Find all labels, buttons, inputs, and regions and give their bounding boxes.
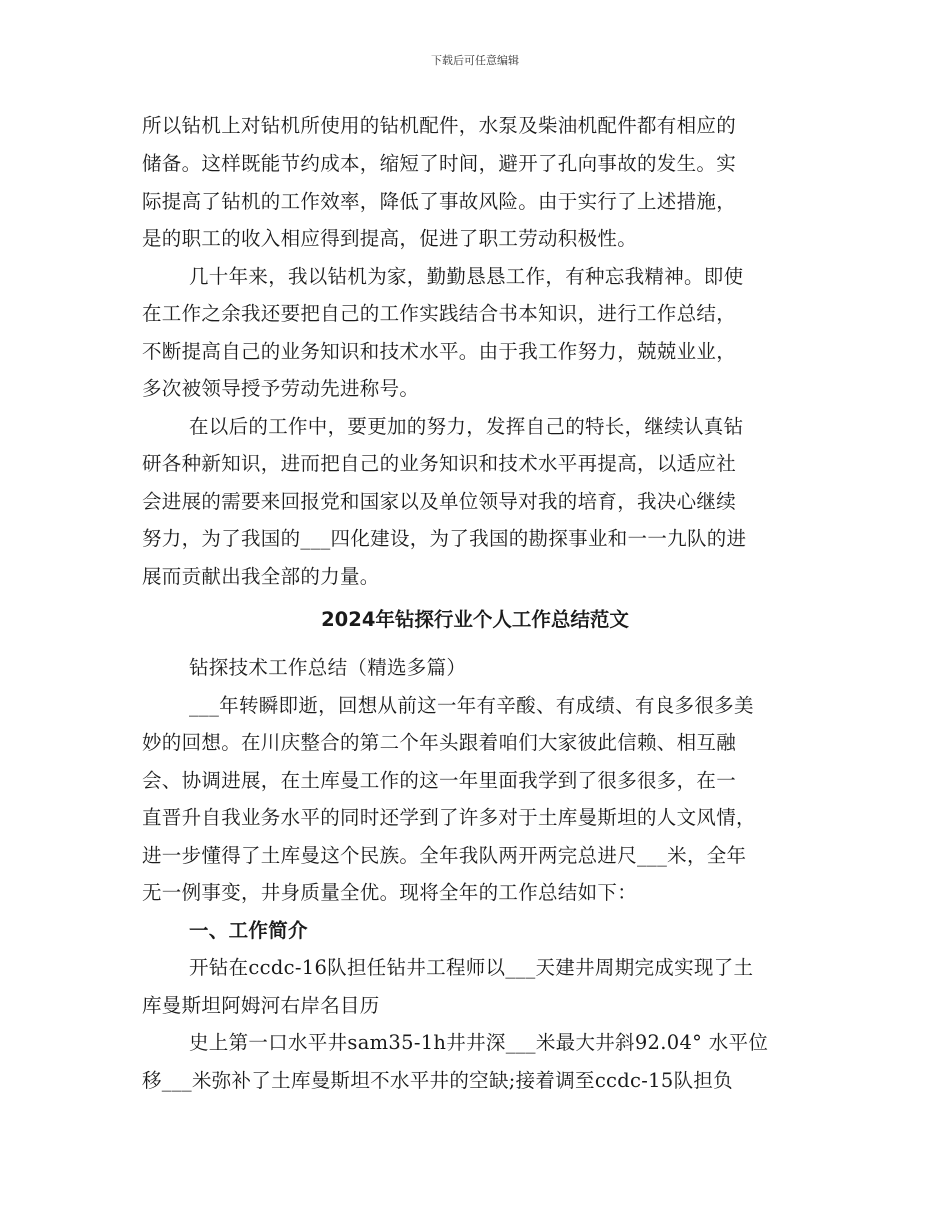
paragraph-line: 研各种新知识，进而把自己的业务知识和技术水平再提高，以适应社 <box>142 452 737 475</box>
section-title: 2024年钻探行业个人工作总结范文 <box>321 608 629 631</box>
paragraph-line: 移___米弥补了土库曼斯坦不水平井的空缺;接着调至ccdc-15队担负 <box>142 1069 733 1092</box>
paragraph-line: 无一例事变，井身质量全优。现将全年的工作总结如下： <box>142 881 638 904</box>
paragraph-line: 多次被领导授予劳动先进称号。 <box>142 377 420 400</box>
paragraph-line: 努力，为了我国的___四化建设，为了我国的勘探事业和一一九队的进 <box>142 527 747 550</box>
paragraph-line: 直晋升自我业务水平的同时还学到了许多对于土库曼斯坦的人文风情， <box>142 806 756 829</box>
paragraph-line: 开钻在ccdc-16队担任钻井工程师以___天建井周期完成实现了土 <box>189 956 754 979</box>
paragraph-line: 是的职工的收入相应得到提高，促进了职工劳动积极性。 <box>142 227 638 250</box>
section-heading: 一、工作简介 <box>189 919 308 942</box>
paragraph-line: 储备。这样既能节约成本，缩短了时间，避开了孔向事故的发生。实 <box>142 152 737 175</box>
paragraph-line: 际提高了钻机的工作效率，降低了事故风险。由于实行了上述措施， <box>142 190 737 213</box>
paragraph-line: 几十年来，我以钻机为家，勤勤恳恳工作，有种忘我精神。即使 <box>189 265 744 288</box>
paragraph-line: 进一步懂得了土库曼这个民族。全年我队两开两完总进尺___米，全年 <box>142 844 747 867</box>
paragraph-line: 在以后的工作中，要更加的努力，发挥自己的特长，继续认真钻 <box>189 415 744 438</box>
paragraph-line: 妙的回想。在川庆整合的第二个年头跟着咱们大家彼此信赖、相互融 <box>142 731 737 754</box>
page-header: 下载后可任意编辑 <box>431 54 519 67</box>
subtitle-line: 钻探技术工作总结（精选多篇） <box>189 656 467 679</box>
paragraph-line: 在工作之余我还要把自己的工作实践结合书本知识，进行工作总结， <box>142 302 737 325</box>
paragraph-line: 展而贡献出我全部的力量。 <box>142 565 380 588</box>
paragraph-line: 会进展的需要来回报党和国家以及单位领导对我的培育，我决心继续 <box>142 490 737 513</box>
paragraph-line: ___年转瞬即逝，回想从前这一年有辛酸、有成绩、有良多很多美 <box>189 694 754 717</box>
paragraph-line: 会、协调进展，在土库曼工作的这一年里面我学到了很多很多，在一 <box>142 769 737 792</box>
paragraph-line: 库曼斯坦阿姆河右岸名目历 <box>142 994 380 1017</box>
paragraph-line: 所以钻机上对钻机所使用的钻机配件，水泵及柴油机配件都有相应的 <box>142 114 737 137</box>
paragraph-line: 史上第一口水平井sam35-1h井井深___米最大井斜92.04° 水平位 <box>189 1031 769 1054</box>
paragraph-line: 不断提高自己的业务知识和技术水平。由于我工作努力，兢兢业业， <box>142 340 737 363</box>
